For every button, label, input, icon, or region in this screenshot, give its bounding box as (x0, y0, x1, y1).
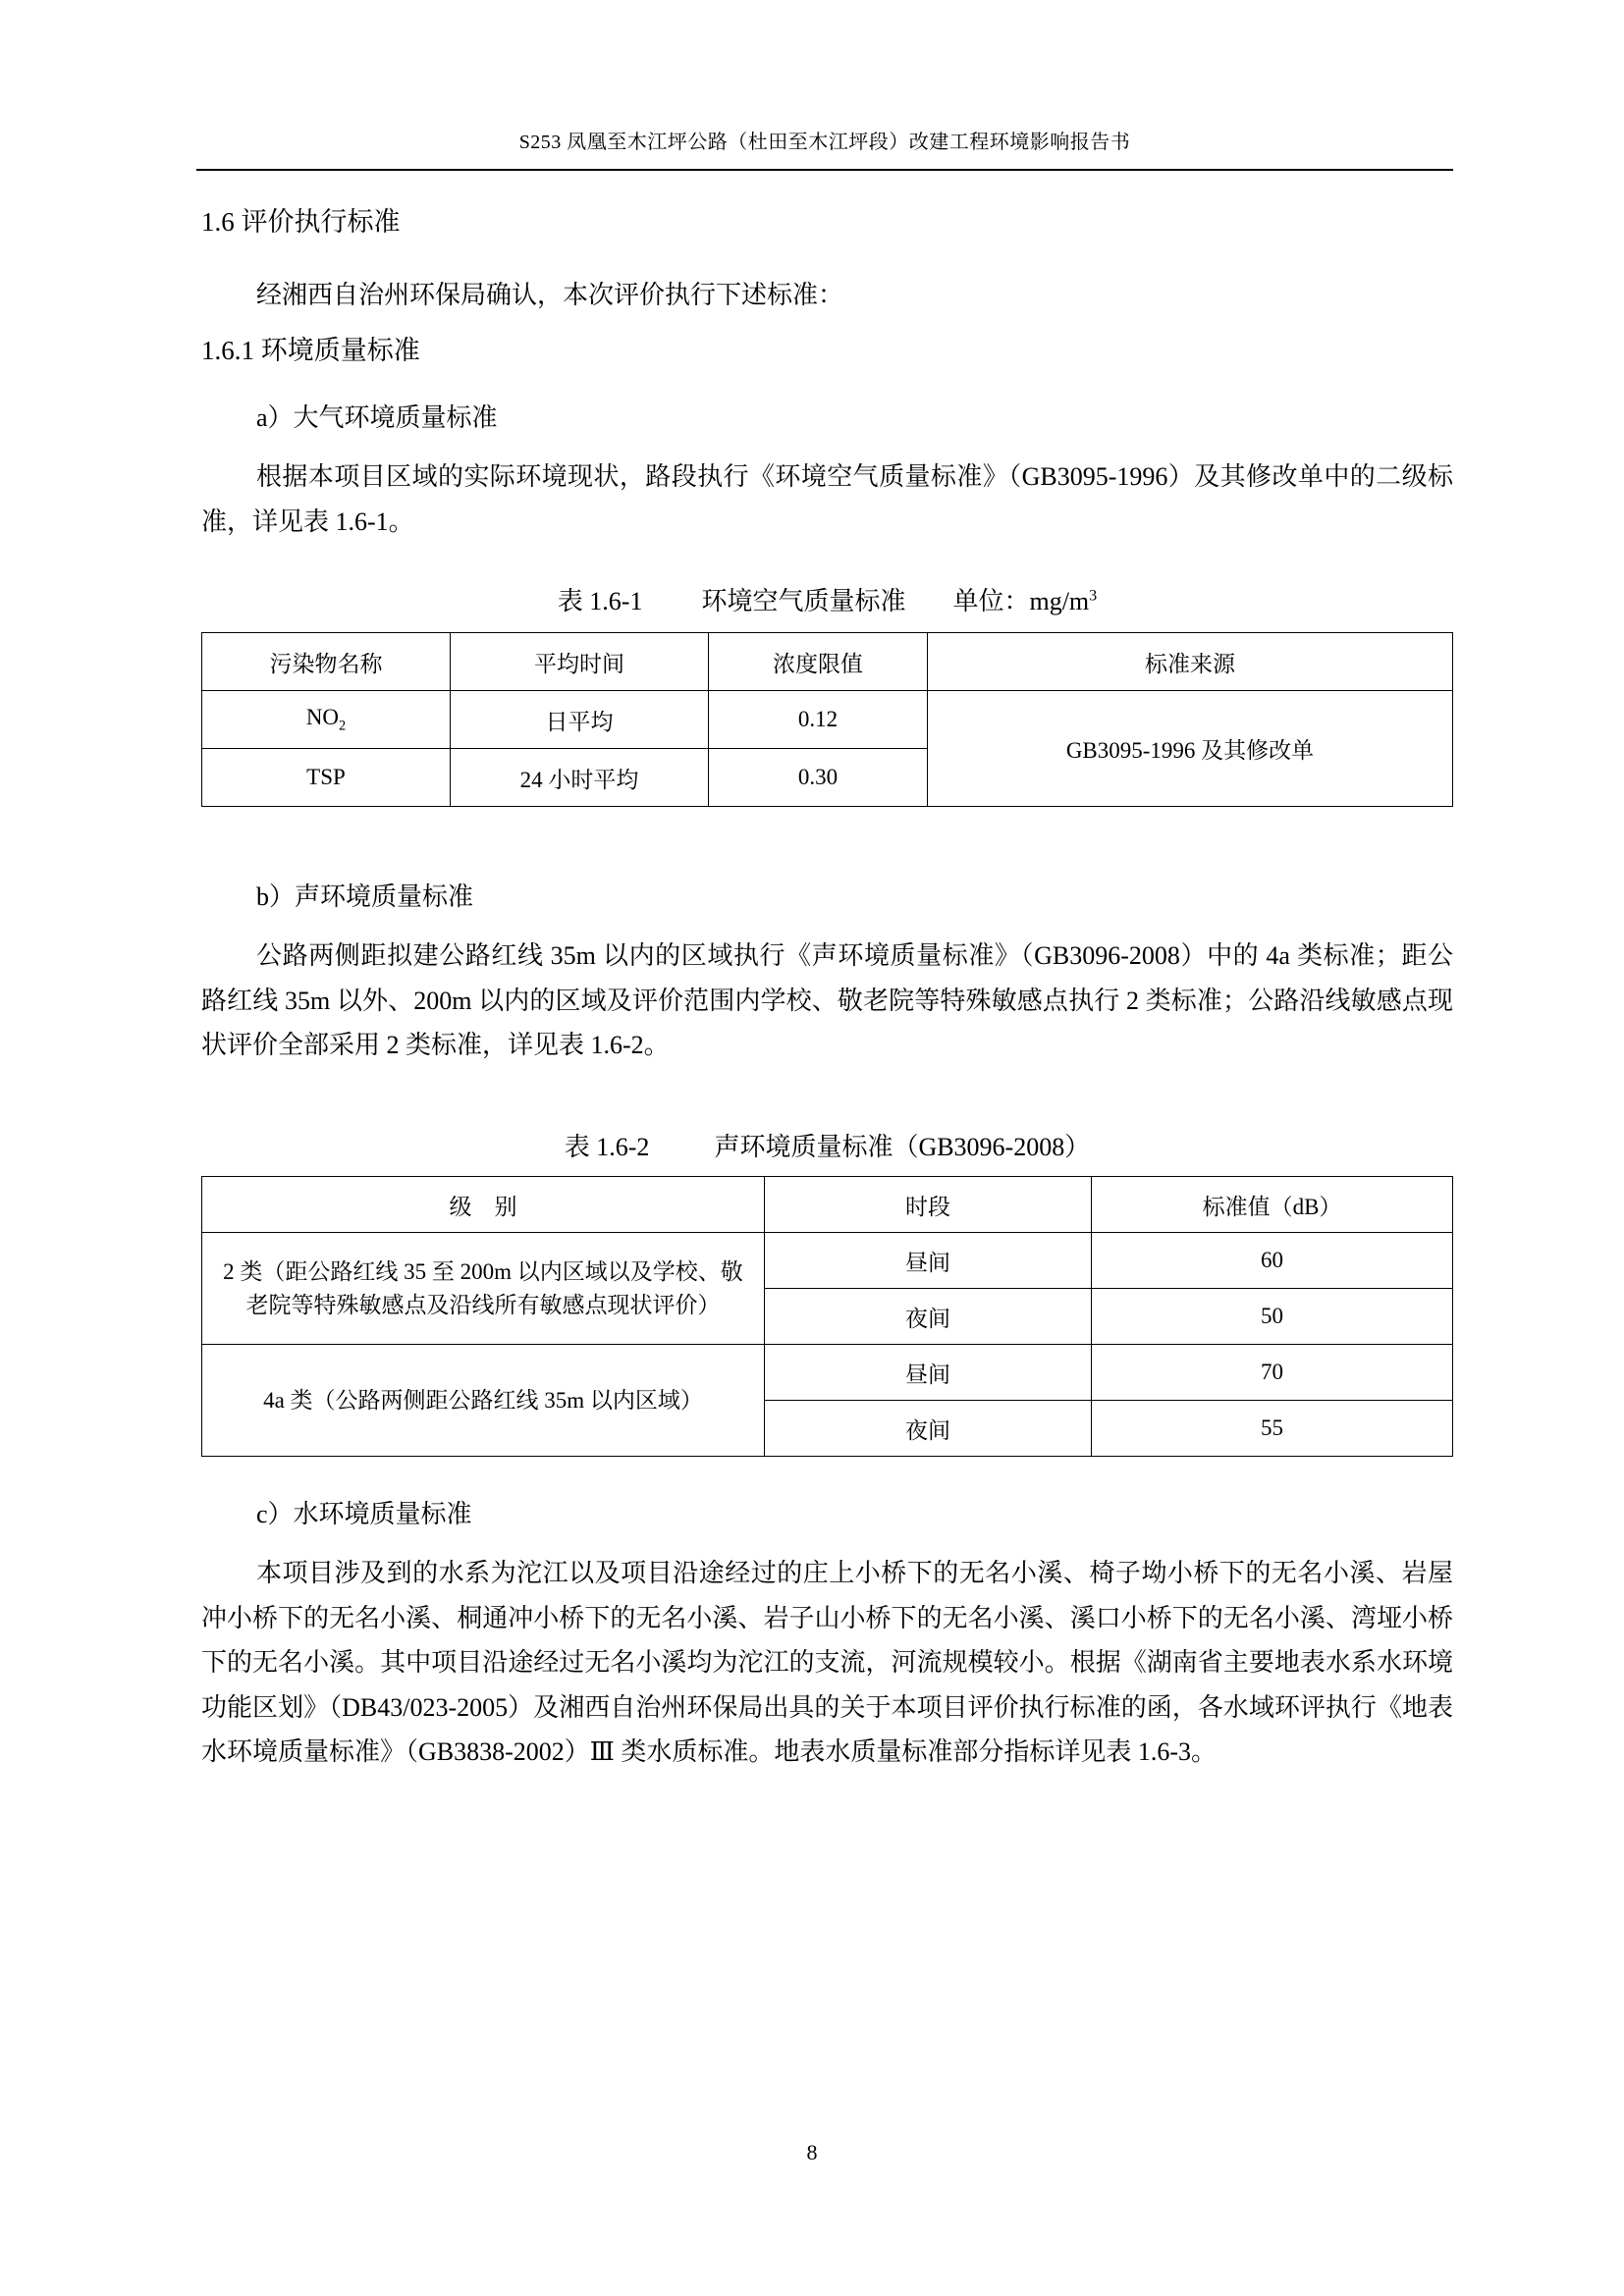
table-row (202, 1233, 1453, 1289)
cell-avg-time-24h: 24 小时平均 (451, 749, 709, 807)
table-row (202, 1345, 1453, 1401)
cell-pollutant-tsp: TSP (202, 749, 451, 807)
col-header-period: 时段 (765, 1177, 1092, 1233)
cell-period-day-class4a: 昼间 (765, 1345, 1092, 1401)
cell-level-class4a: 4a 类（公路两侧距公路红线 35m 以内区域） (202, 1345, 765, 1457)
header-divider (196, 169, 1453, 171)
pollutant-name: NO (305, 704, 340, 729)
col-header-limit: 浓度限值 (709, 633, 928, 691)
table-air-quality-standard (201, 632, 1453, 807)
cell-level-class2: 2 类（距公路红线 35 至 200m 以内区域以及学校、敬老院等特殊敏感点及沿线所有敏感点现状评价） (202, 1233, 765, 1345)
paragraph-intro: 经湘西自治州环保局确认，本次评价执行下述标准： (256, 281, 844, 309)
col-header-value: 标准值（dB） (1092, 1177, 1453, 1233)
table-1-6-2-caption (201, 1127, 1453, 1163)
col-header-pollutant: 污染物名称 (202, 633, 451, 691)
page-number: 8 (806, 2140, 818, 2164)
section-heading-1-6-1: 1.6.1 环境质量标准 (201, 336, 420, 365)
cell-avg-time-daily: 日平均 (451, 691, 709, 749)
pollutant-subscript: 2 (339, 718, 347, 734)
cell-value-day-class4a: 70 (1092, 1345, 1453, 1401)
table-1-6-2-caption-title: 声环境质量标准（GB3096-2008） (714, 1133, 1091, 1161)
table-1-6-1-unit-label: 单位： (952, 587, 1030, 615)
subsection-a-label: a）大气环境质量标准 (256, 403, 498, 432)
col-header-source: 标准来源 (928, 633, 1453, 691)
table-header-row (202, 633, 1453, 691)
cell-pollutant-no2 (202, 691, 451, 749)
cell-limit-tsp: 0.30 (709, 749, 928, 807)
table-row (202, 691, 1453, 749)
cell-value-day-class2: 60 (1092, 1233, 1453, 1289)
cell-period-night-class2: 夜间 (765, 1289, 1092, 1345)
paragraph-water-standard: 本项目涉及到的水系为沱江以及项目沿途经过的庄上小桥下的无名小溪、椅子坳小桥下的无名小溪、岩屋冲小桥下的无名小溪、桐通冲小桥下的无名小溪、岩子山小桥下的无名小溪、溪口小桥下的无名小溪、湾垭小桥下的无名小溪。其中项目沿途经过无名小溪均为沱江的支流，河流规模较小。根据《湖南省主要地表水系水环境功能区划》（DB43/023-2005）及湘西自治州环保局出具的关于本项目评价执行标准的函，各水域环评执行《地表水环境质量标准》（GB3838-2002）Ⅲ 类水质标准。地表水质量标准部分指标详见表 1.6-3。 (201, 1559, 1453, 1766)
table-1-6-1-caption (201, 581, 1453, 617)
cell-period-day-class2: 昼间 (765, 1233, 1092, 1289)
table-header-row (202, 1177, 1453, 1233)
cell-standard-source: GB3095-1996 及其修改单 (928, 691, 1453, 807)
cell-value-night-class4a: 55 (1092, 1401, 1453, 1457)
col-header-avg-time: 平均时间 (451, 633, 709, 691)
table-1-6-1-caption-title: 环境空气质量标准 (701, 587, 906, 615)
section-heading-1-6: 1.6 评价执行标准 (201, 207, 401, 237)
subsection-b-label: b）声环境质量标准 (256, 882, 474, 911)
table-1-6-1-caption-label: 表 1.6-1 (557, 587, 643, 615)
table-1-6-2-caption-label: 表 1.6-2 (564, 1133, 650, 1161)
paragraph-noise-standard: 公路两侧距拟建公路红线 35m 以内的区域执行《声环境质量标准》（GB3096-2008）中的 4a 类标准；距公路红线 35m 以外、200m 以内的区域及评价范围内学校、敬老院等特殊敏感点执行 2 类标准；公路沿线敏感点现状评价全部采用 2 类标准，详见表 1.6-2。 (201, 941, 1453, 1059)
cell-period-night-class4a: 夜间 (765, 1401, 1092, 1457)
table-noise-quality-standard (201, 1176, 1453, 1457)
subsection-c-label: c）水环境质量标准 (256, 1500, 472, 1528)
cell-limit-no2: 0.12 (709, 691, 928, 749)
running-header: S253 凤凰至木江坪公路（杜田至木江坪段）改建工程环境影响报告书 (518, 132, 1131, 153)
table-1-6-1-unit-exponent: 3 (1089, 587, 1098, 605)
cell-value-night-class2: 50 (1092, 1289, 1453, 1345)
table-1-6-1-unit-value: mg/m (1029, 587, 1090, 615)
paragraph-air-standard: 根据本项目区域的实际环境现状，路段执行《环境空气质量标准》（GB3095-1996）及其修改单中的二级标准，详见表 1.6-1。 (201, 462, 1453, 536)
col-header-level: 级 别 (202, 1177, 765, 1233)
